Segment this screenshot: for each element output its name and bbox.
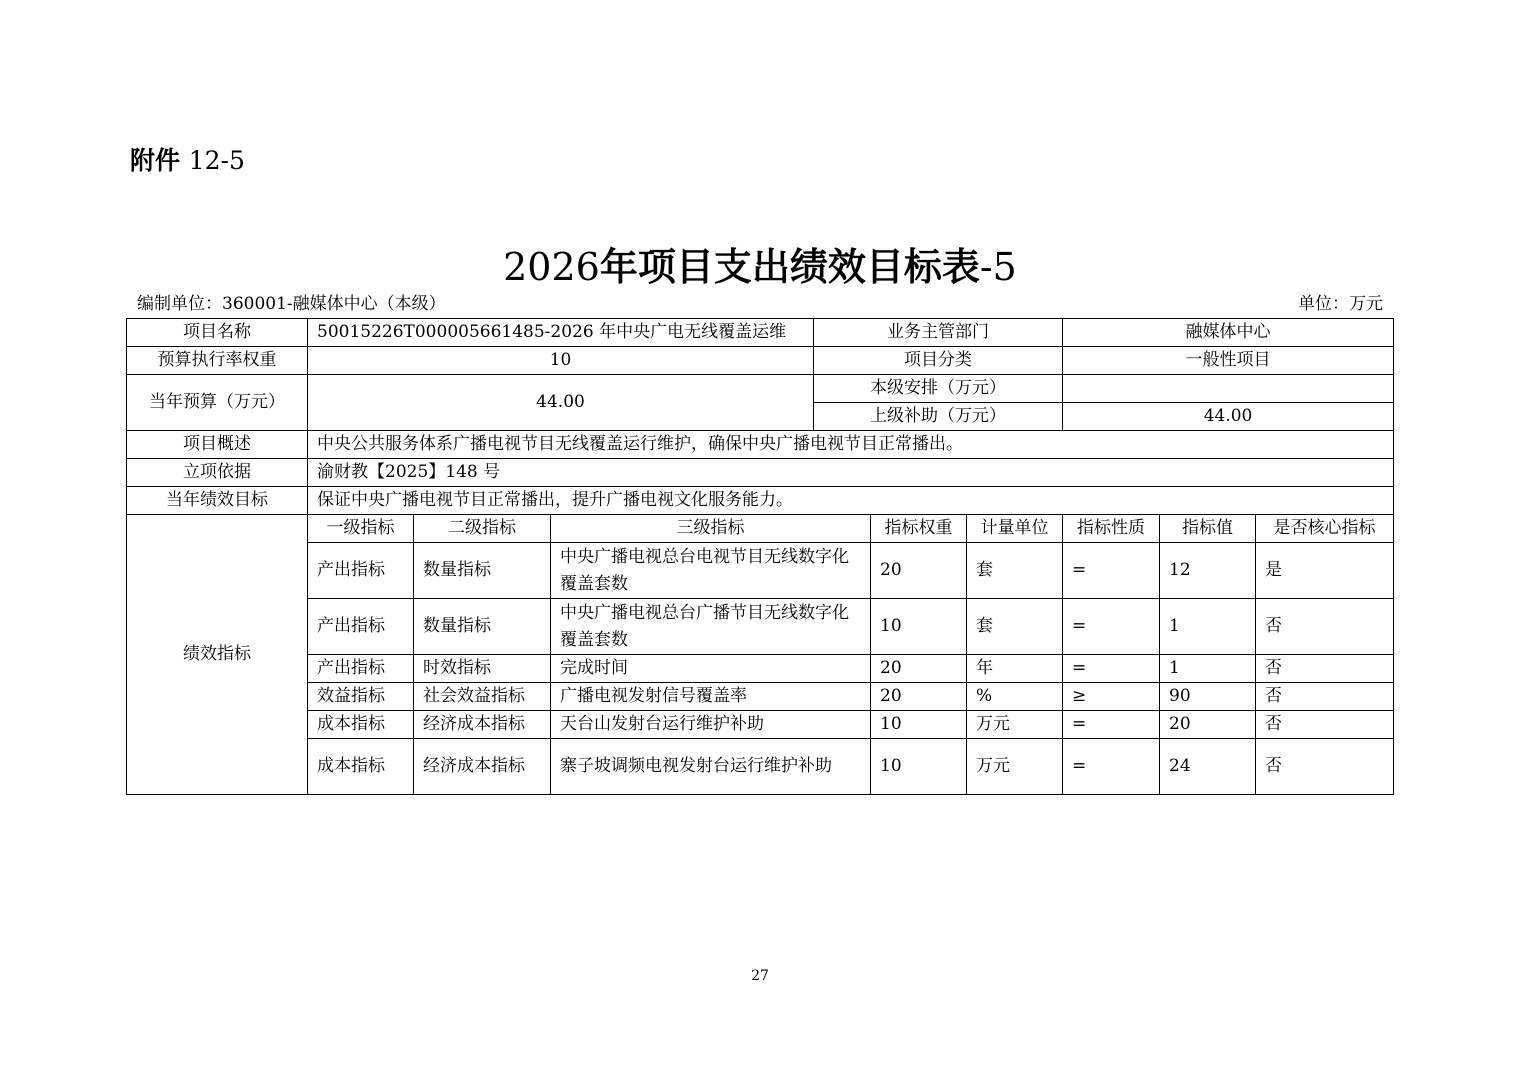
indicator-core: 否 (1256, 655, 1394, 683)
indicator-weight: 20 (871, 543, 967, 599)
title-main: 年项目支出绩效目标表 (599, 244, 980, 289)
indicator-level3: 天台山发射台运行维护补助 (551, 711, 871, 739)
indicator-value: 12 (1160, 543, 1256, 599)
indicator-core: 否 (1256, 711, 1394, 739)
indicator-nature: = (1063, 599, 1160, 655)
local-value (1063, 375, 1394, 403)
header-value: 指标值 (1160, 515, 1256, 543)
indicator-level1: 效益指标 (308, 683, 414, 711)
indicator-unit: 万元 (967, 711, 1063, 739)
page-title (0, 240, 1520, 294)
indicator-value: 1 (1160, 599, 1256, 655)
overview-label: 项目概述 (127, 431, 308, 459)
header-unit: 计量单位 (967, 515, 1063, 543)
goal-value: 保证中央广播电视节目正常播出，提升广播电视文化服务能力。 (308, 487, 1394, 515)
header-weight: 指标权重 (871, 515, 967, 543)
indicator-level1: 产出指标 (308, 543, 414, 599)
indicator-row (127, 543, 1394, 599)
overview-value: 中央公共服务体系广播电视节目无线覆盖运行维护，确保中央广播电视节目正常播出。 (308, 431, 1394, 459)
indicator-weight: 20 (871, 655, 967, 683)
performance-table (126, 318, 1394, 795)
budget-label: 当年预算（万元） (127, 375, 308, 431)
title-year: 2026 (503, 245, 600, 289)
title-suffix: -5 (979, 245, 1017, 289)
indicator-value: 90 (1160, 683, 1256, 711)
indicator-value: 20 (1160, 711, 1256, 739)
indicator-core: 否 (1256, 683, 1394, 711)
indicator-level2: 数量指标 (414, 543, 551, 599)
attachment-label (130, 143, 245, 179)
basis-value: 渝财教【2025】148 号 (308, 459, 1394, 487)
attachment-number: 12-5 (188, 146, 245, 175)
money-unit: 单位：万元 (1298, 294, 1383, 314)
indicator-unit: 年 (967, 655, 1063, 683)
indicator-level2: 经济成本指标 (414, 739, 551, 795)
indicator-weight: 10 (871, 711, 967, 739)
category-value: 一般性项目 (1063, 347, 1394, 375)
project-name-value: 50015226T000005661485-2026 年中央广电无线覆盖运维 (308, 319, 814, 347)
indicator-header-row (127, 515, 1394, 543)
upper-label: 上级补助（万元） (814, 403, 1063, 431)
indicator-level3: 中央广播电视总台电视节目无线数字化覆盖套数 (551, 543, 871, 599)
indicators-section-label: 绩效指标 (127, 515, 308, 795)
indicator-level3: 完成时间 (551, 655, 871, 683)
indicator-level2: 经济成本指标 (414, 711, 551, 739)
indicator-level2: 时效指标 (414, 655, 551, 683)
header-level2: 二级指标 (414, 515, 551, 543)
row-basis (127, 459, 1394, 487)
indicator-level3: 广播电视发射信号覆盖率 (551, 683, 871, 711)
indicator-core: 否 (1256, 599, 1394, 655)
indicator-nature: = (1063, 711, 1160, 739)
org-unit: 编制单位：360001-融媒体中心（本级） (137, 294, 446, 314)
row-exec-weight (127, 347, 1394, 375)
row-goal (127, 487, 1394, 515)
dept-value: 融媒体中心 (1063, 319, 1394, 347)
row-project-name (127, 319, 1394, 347)
indicator-value: 1 (1160, 655, 1256, 683)
indicator-unit: % (967, 683, 1063, 711)
indicator-nature: = (1063, 739, 1160, 795)
local-label: 本级安排（万元） (814, 375, 1063, 403)
indicator-row (127, 711, 1394, 739)
indicator-level3: 寨子坡调频电视发射台运行维护补助 (551, 739, 871, 795)
indicator-row (127, 655, 1394, 683)
indicator-level3: 中央广播电视总台广播节目无线数字化覆盖套数 (551, 599, 871, 655)
indicator-level1: 产出指标 (308, 599, 414, 655)
header-core: 是否核心指标 (1256, 515, 1394, 543)
indicator-value: 24 (1160, 739, 1256, 795)
indicator-unit: 套 (967, 599, 1063, 655)
header-nature: 指标性质 (1063, 515, 1160, 543)
indicator-weight: 10 (871, 599, 967, 655)
header-level3: 三级指标 (551, 515, 871, 543)
indicator-level1: 产出指标 (308, 655, 414, 683)
indicator-core: 是 (1256, 543, 1394, 599)
upper-value: 44.00 (1063, 403, 1394, 431)
row-overview (127, 431, 1394, 459)
basis-label: 立项依据 (127, 459, 308, 487)
indicator-row (127, 683, 1394, 711)
indicator-level2: 社会效益指标 (414, 683, 551, 711)
attachment-word: 附件 (130, 146, 181, 175)
indicator-level1: 成本指标 (308, 711, 414, 739)
exec-weight-label: 预算执行率权重 (127, 347, 308, 375)
goal-label: 当年绩效目标 (127, 487, 308, 515)
indicator-nature: = (1063, 543, 1160, 599)
unit-line (137, 291, 1383, 317)
indicator-nature: ≥ (1063, 683, 1160, 711)
indicator-row (127, 599, 1394, 655)
exec-weight-value: 10 (308, 347, 814, 375)
indicator-level2: 数量指标 (414, 599, 551, 655)
indicator-level1: 成本指标 (308, 739, 414, 795)
budget-value: 44.00 (308, 375, 814, 431)
page-number: 27 (751, 968, 769, 984)
indicator-unit: 套 (967, 543, 1063, 599)
dept-label: 业务主管部门 (814, 319, 1063, 347)
header-level1: 一级指标 (308, 515, 414, 543)
project-name-label: 项目名称 (127, 319, 308, 347)
indicator-core: 否 (1256, 739, 1394, 795)
indicator-unit: 万元 (967, 739, 1063, 795)
row-budget-local (127, 375, 1394, 403)
indicator-row (127, 739, 1394, 795)
indicator-weight: 10 (871, 739, 967, 795)
category-label: 项目分类 (814, 347, 1063, 375)
indicator-weight: 20 (871, 683, 967, 711)
indicator-nature: = (1063, 655, 1160, 683)
